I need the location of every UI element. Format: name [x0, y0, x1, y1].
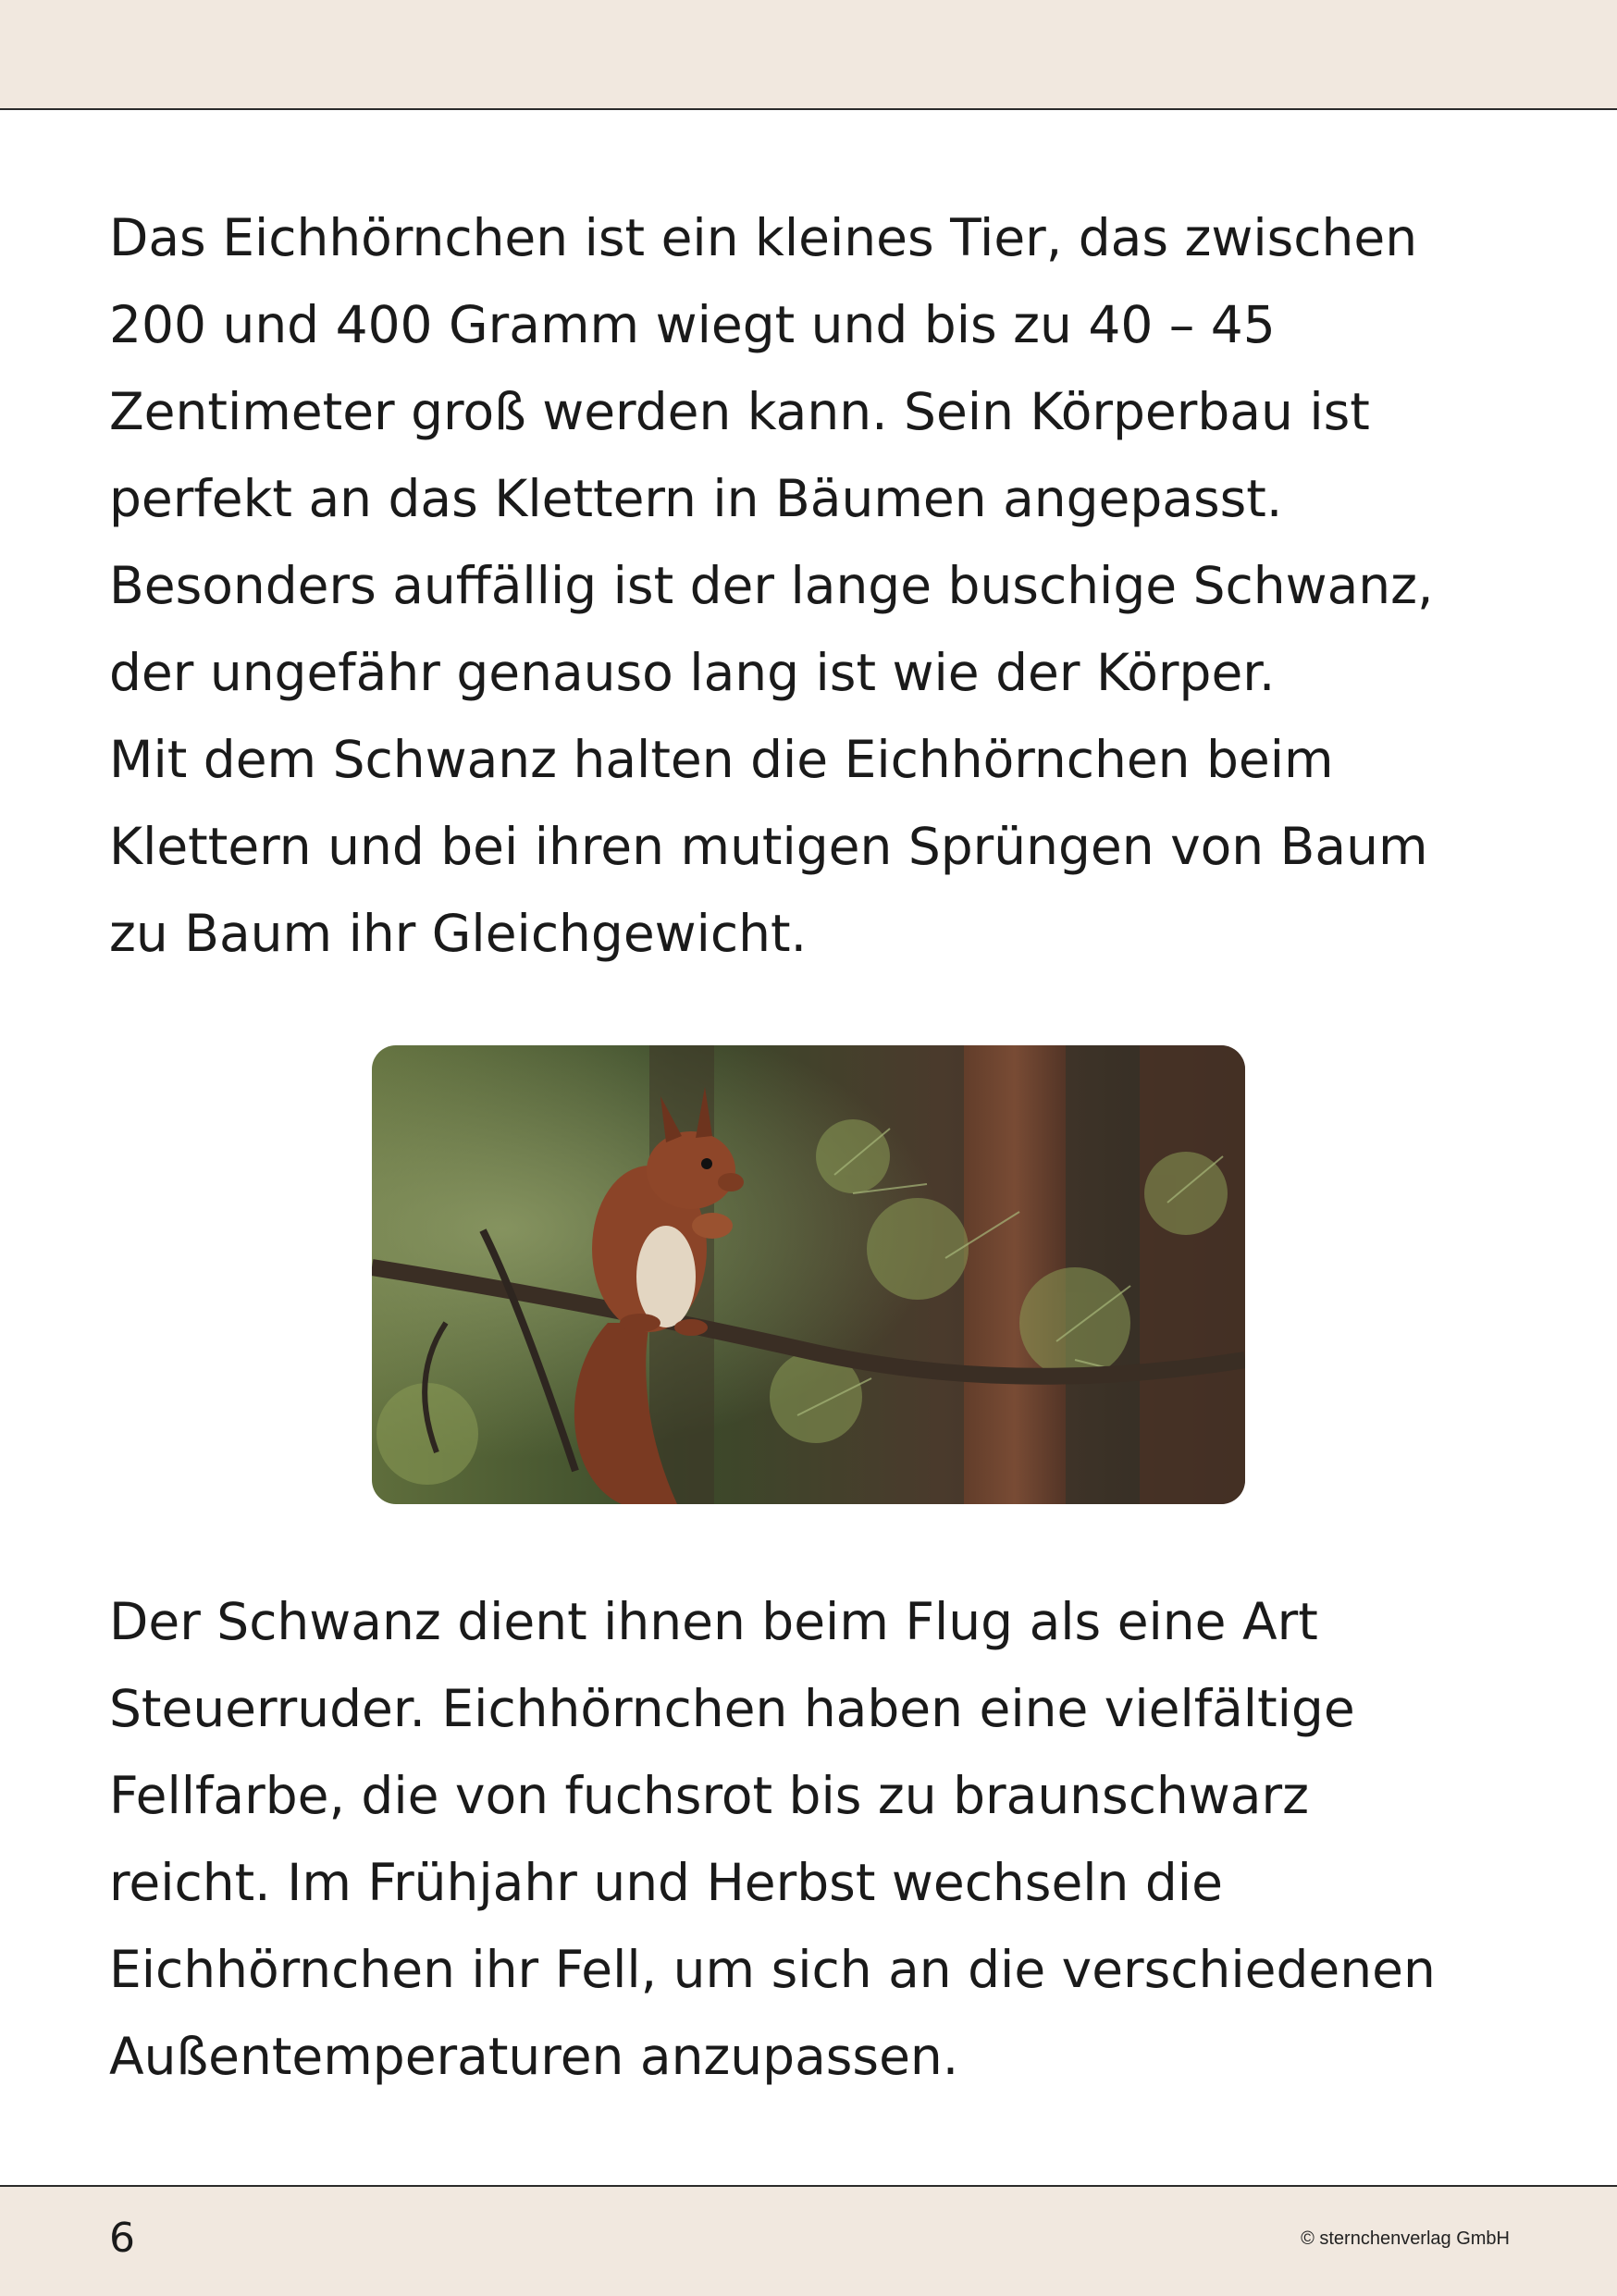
header-band: [0, 0, 1617, 110]
text-line: Außentemperaturen anzupassen.: [109, 2027, 959, 2086]
text-line: Klettern und bei ihren mutigen Sprüngen von Baum: [109, 817, 1428, 876]
text-line: Eichhörnchen ihr Fell, um sich an die verschiedenen: [109, 1940, 1436, 1999]
copyright-notice: © sternchenverlag GmbH: [1301, 2228, 1510, 2249]
text-line: der ungefähr genauso lang ist wie der Körper.: [109, 643, 1276, 702]
text-line: Besonders auffällig ist der lange buschige Schwanz,: [109, 556, 1434, 615]
text-line: Zentimeter groß werden kann. Sein Körperbau ist: [109, 382, 1370, 441]
text-line: Mit dem Schwanz halten die Eichhörnchen beim: [109, 730, 1334, 789]
text-line: perfekt an das Klettern in Bäumen angepasst.: [109, 469, 1283, 528]
text-line: zu Baum ihr Gleichgewicht.: [109, 904, 808, 963]
squirrel-photo: [372, 1045, 1245, 1504]
text-line: Steuerruder. Eichhörnchen haben eine vielfältige: [109, 1679, 1355, 1738]
page-number: 6: [109, 2215, 135, 2262]
text-line: reicht. Im Frühjahr und Herbst wechseln die: [109, 1853, 1223, 1912]
text-line: Fellfarbe, die von fuchsrot bis zu braunschwarz: [109, 1766, 1309, 1825]
text-line: 200 und 400 Gramm wiegt und bis zu 40 – 45: [109, 295, 1276, 354]
paragraph-tail: [109, 1578, 1515, 2100]
text-line: Der Schwanz dient ihnen beim Flug als eine Art: [109, 1592, 1318, 1651]
paragraph-intro: [109, 194, 1515, 977]
text-line: Das Eichhörnchen ist ein kleines Tier, das zwischen: [109, 208, 1418, 267]
